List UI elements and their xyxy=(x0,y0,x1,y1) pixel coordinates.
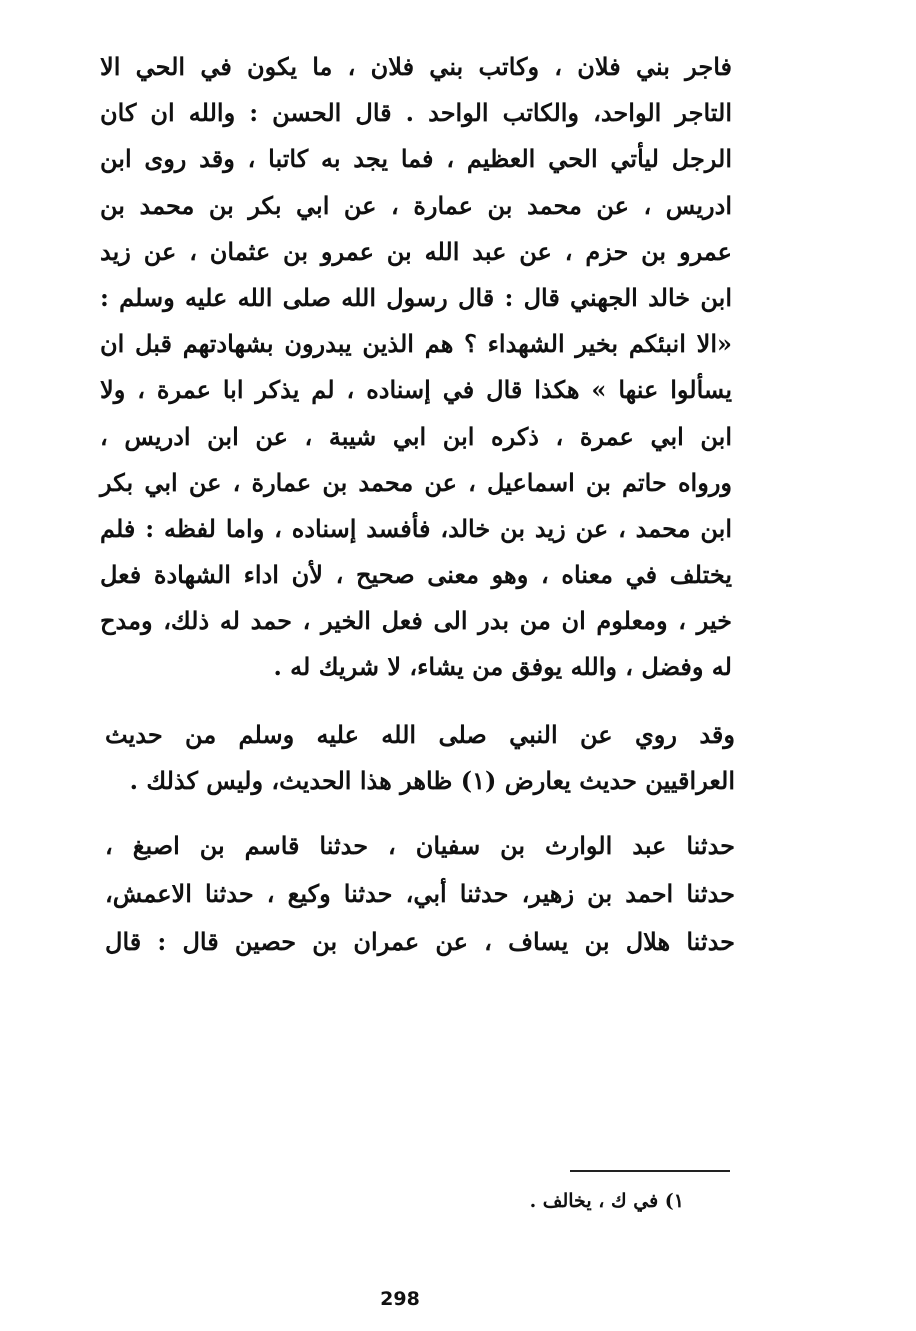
text-line: «الا انبئكم بخير الشهداء ؟ هم الذين يبدرون بشهادتهم قبل ان xyxy=(100,329,732,359)
text-line: ابن محمد ، عن زيد بن خالد، فأفسد إسناده ، واما لفظه : فلم xyxy=(100,513,732,543)
text-line: وقد روي عن النبي صلى الله عليه وسلم من حديث xyxy=(105,720,735,749)
text-line: ابن ابي عمرة ، ذكره ابن ابي شيبة ، عن ابن ادريس ، xyxy=(100,421,732,451)
text-line: الرجل ليأتي الحي العظيم ، فما يجد به كاتبا ، وقد روى ابن xyxy=(100,144,732,174)
text-line: له وفضل ، والله يوفق من يشاء، لا شريك له . xyxy=(273,652,732,682)
text-line: خير ، ومعلوم ان من بدر الى فعل الخير ، حمد له ذلك، ومدح xyxy=(100,606,732,636)
text-line: حدثنا هلال بن يساف ، عن عمران بن حصين قال : قال xyxy=(105,927,735,956)
text-line: حدثنا احمد بن زهير، حدثنا أبي، حدثنا وكيع ، حدثنا الاعمش، xyxy=(105,879,735,908)
text-line: ابن خالد الجهني قال : قال رسول الله صلى الله عليه وسلم : xyxy=(100,282,732,312)
page-number: 298 xyxy=(380,1288,420,1310)
paragraph-1 xyxy=(100,44,732,691)
text-line: ادريس ، عن محمد بن عمارة ، عن ابي بكر بن محمد بن xyxy=(100,190,732,220)
text-line: حدثنا عبد الوارث بن سفيان ، حدثنا قاسم بن اصبغ ، xyxy=(105,831,735,860)
paragraph-2 xyxy=(105,712,735,804)
footnote: ١) في ك ، يخالف . xyxy=(529,1190,684,1212)
text-line: العراقيين حديث يعارض (١) ظاهر هذا الحديث، وليس كذلك . xyxy=(129,766,735,795)
text-line: يختلف في معناه ، وهو معنى صحيح ، لأن اداء الشهادة فعل xyxy=(100,560,732,590)
footnote-divider xyxy=(570,1170,730,1172)
text-line: ورواه حاتم بن اسماعيل ، عن محمد بن عمارة ، عن ابي بكر xyxy=(100,467,732,497)
text-line: عمرو بن حزم ، عن عبد الله بن عمرو بن عثمان ، عن زيد xyxy=(100,236,732,266)
text-line: فاجر بني فلان ، وكاتب بني فلان ، ما يكون في الحي الا xyxy=(100,52,732,81)
paragraph-3 xyxy=(105,822,735,966)
text-line: يسألوا عنها » هكذا قال في إسناده ، لم يذكر ابا عمرة ، ولا xyxy=(100,375,732,405)
text-line: التاجر الواحد، والكاتب الواحد . قال الحسن : والله ان كان xyxy=(100,98,732,128)
